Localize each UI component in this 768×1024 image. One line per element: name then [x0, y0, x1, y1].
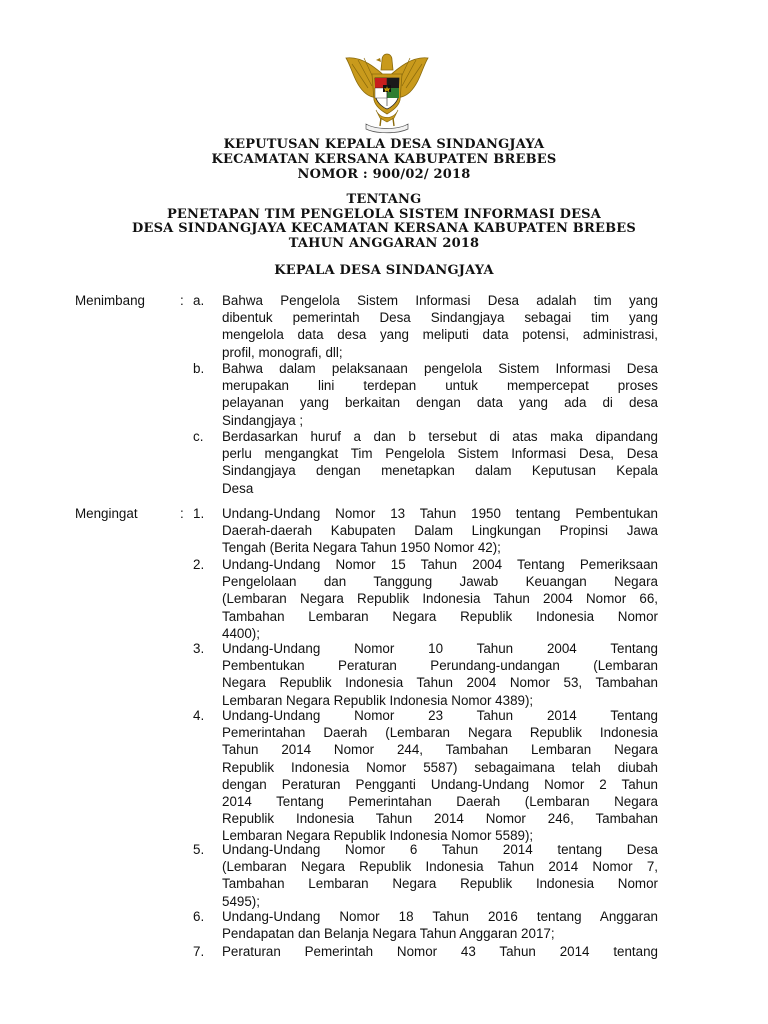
- item-line: Pendapatan dan Belanja Negara Tahun Anggaran 2017;: [222, 926, 555, 942]
- item-line: 5495);: [222, 893, 260, 909]
- item-line: Undang-Undang Nomor 15 Tahun 2004 Tentang Pemeriksaan: [222, 557, 658, 572]
- item-line: 4400);: [222, 625, 260, 641]
- item-line: Republik Indonesia Tahun 2014 Nomor 246, Tambahan: [222, 811, 658, 827]
- garuda-emblem-icon: [338, 48, 436, 138]
- item-line: Bahwa dalam pelaksanaan pengelola Sistem Informasi Desa: [222, 361, 658, 376]
- mengingat-item-4: [222, 707, 658, 845]
- menimbang-label: Menimbang: [75, 293, 145, 308]
- mengingat-item-5: [222, 841, 658, 910]
- menimbang-mark-a: a.: [193, 293, 205, 308]
- menimbang-item-b: [222, 360, 658, 429]
- mengingat-item-3: [222, 640, 658, 709]
- mengingat-item-2: [222, 556, 658, 642]
- mengingat-colon: :: [180, 506, 184, 521]
- item-line: Desa: [222, 480, 254, 496]
- mengingat-item-7: [222, 943, 658, 960]
- menimbang-mark-b: b.: [193, 361, 205, 376]
- decree-number: NOMOR : 900/02/ 2018: [297, 167, 471, 182]
- item-line: Undang-Undang Nomor 18 Tahun 2016 tentang Anggaran: [222, 909, 658, 924]
- menimbang-item-c: [222, 428, 658, 497]
- item-line: Bahwa Pengelola Sistem Informasi Desa adalah tim yang: [222, 293, 658, 308]
- item-line: Tahun 2014 Nomor 244, Tambahan Lembaran Negara: [222, 742, 658, 758]
- item-line: Pemerintahan Daerah (Lembaran Negara Republik Indonesia: [222, 725, 658, 741]
- item-line: (Lembaran Negara Republik Indonesia Tahun 2014 Nomor 7,: [222, 859, 658, 875]
- item-line: Lembaran Negara Republik Indonesia Nomor 5589);: [222, 828, 534, 844]
- subject-line-3: TAHUN ANGGARAN 2018: [288, 236, 480, 251]
- item-line: merupakan lini terdepan untuk mempercepat proses: [222, 378, 658, 394]
- subject-line-2: DESA SINDANGJAYA KECAMATAN KERSANA KABUPATEN BREBES: [132, 221, 636, 236]
- mengingat-mark-7: 7.: [193, 944, 205, 959]
- item-line: Undang-Undang Nomor 10 Tahun 2004 Tentang: [222, 641, 658, 656]
- item-line: mengelola data desa yang meliputi data potensi, administrasi,: [222, 327, 658, 343]
- mengingat-mark-3: 3.: [193, 641, 205, 656]
- item-line: pelayanan yang berkaitan dengan data yang ada di desa: [222, 395, 658, 411]
- item-line: profil, monografi, dll;: [222, 344, 343, 360]
- item-line: 2014 Tentang Pemerintahan Daerah (Lembaran Negara: [222, 794, 658, 810]
- item-line: Berdasarkan huruf a dan b tersebut di atas maka dipandang: [222, 429, 658, 444]
- mengingat-mark-5: 5.: [193, 842, 205, 857]
- item-line: Pengelolaan dan Tanggung Jawab Keuangan Negara: [222, 574, 658, 590]
- mengingat-item-1: [222, 505, 658, 557]
- item-line: Tengah (Berita Negara Tahun 1950 Nomor 42);: [222, 540, 501, 556]
- item-line: Undang-Undang Nomor 13 Tahun 1950 tentang Pembentukan: [222, 506, 658, 521]
- item-line: Pembentukan Peraturan Perundang-undangan (Lembaran: [222, 658, 658, 674]
- subject-line-1: PENETAPAN TIM PENGELOLA SISTEM INFORMASI DESA: [166, 207, 602, 222]
- decree-title: KEPUTUSAN KEPALA DESA SINDANGJAYA: [223, 137, 545, 152]
- decree-district: KECAMATAN KERSANA KABUPATEN BREBES: [211, 152, 557, 167]
- mengingat-mark-4: 4.: [193, 708, 205, 723]
- item-line: dibentuk pemerintah Desa Sindangjaya sebagai tim yang: [222, 310, 658, 326]
- item-line: Tambahan Lembaran Negara Republik Indonesia Nomor: [222, 608, 658, 624]
- mengingat-label: Mengingat: [75, 506, 138, 521]
- mengingat-mark-2: 2.: [193, 557, 205, 572]
- item-line: Sindangjaya ;: [222, 412, 304, 428]
- mengingat-mark-1: 1.: [193, 506, 205, 521]
- item-line: Sindangjaya dengan menetapkan dalam Keputusan Kepala: [222, 463, 658, 479]
- item-line: dengan Peraturan Pengganti Undang-Undang Nomor 2 Tahun: [222, 776, 658, 792]
- menimbang-mark-c: c.: [193, 429, 204, 444]
- mengingat-mark-6: 6.: [193, 909, 205, 924]
- item-line: Undang-Undang Nomor 6 Tahun 2014 tentang Desa: [222, 842, 658, 857]
- tentang-heading: TENTANG: [346, 192, 422, 207]
- item-line: Lembaran Negara Republik Indonesia Nomor 4389);: [222, 692, 534, 708]
- item-line: Tambahan Lembaran Negara Republik Indonesia Nomor: [222, 876, 658, 892]
- item-line: Negara Republik Indonesia Tahun 2004 Nomor 53, Tambahan: [222, 675, 658, 691]
- mengingat-item-6: [222, 908, 658, 942]
- item-line: (Lembaran Negara Republik Indonesia Tahun 2004 Nomor 66,: [222, 591, 658, 607]
- item-line: Daerah-daerah Kabupaten Dalam Lingkungan Propinsi Jawa: [222, 523, 658, 539]
- menimbang-item-a: [222, 292, 658, 361]
- official-title: KEPALA DESA SINDANGJAYA: [274, 263, 494, 278]
- item-line: Republik Indonesia Nomor 5587) sebagaimana telah diubah: [222, 759, 658, 775]
- item-line: Peraturan Pemerintah Nomor 43 Tahun 2014 tentang: [222, 944, 658, 959]
- item-line: Undang-Undang Nomor 23 Tahun 2014 Tentang: [222, 708, 658, 723]
- menimbang-colon: :: [180, 293, 184, 308]
- item-line: perlu mengangkat Tim Pengelola Sistem Informasi Desa, Desa: [222, 446, 658, 462]
